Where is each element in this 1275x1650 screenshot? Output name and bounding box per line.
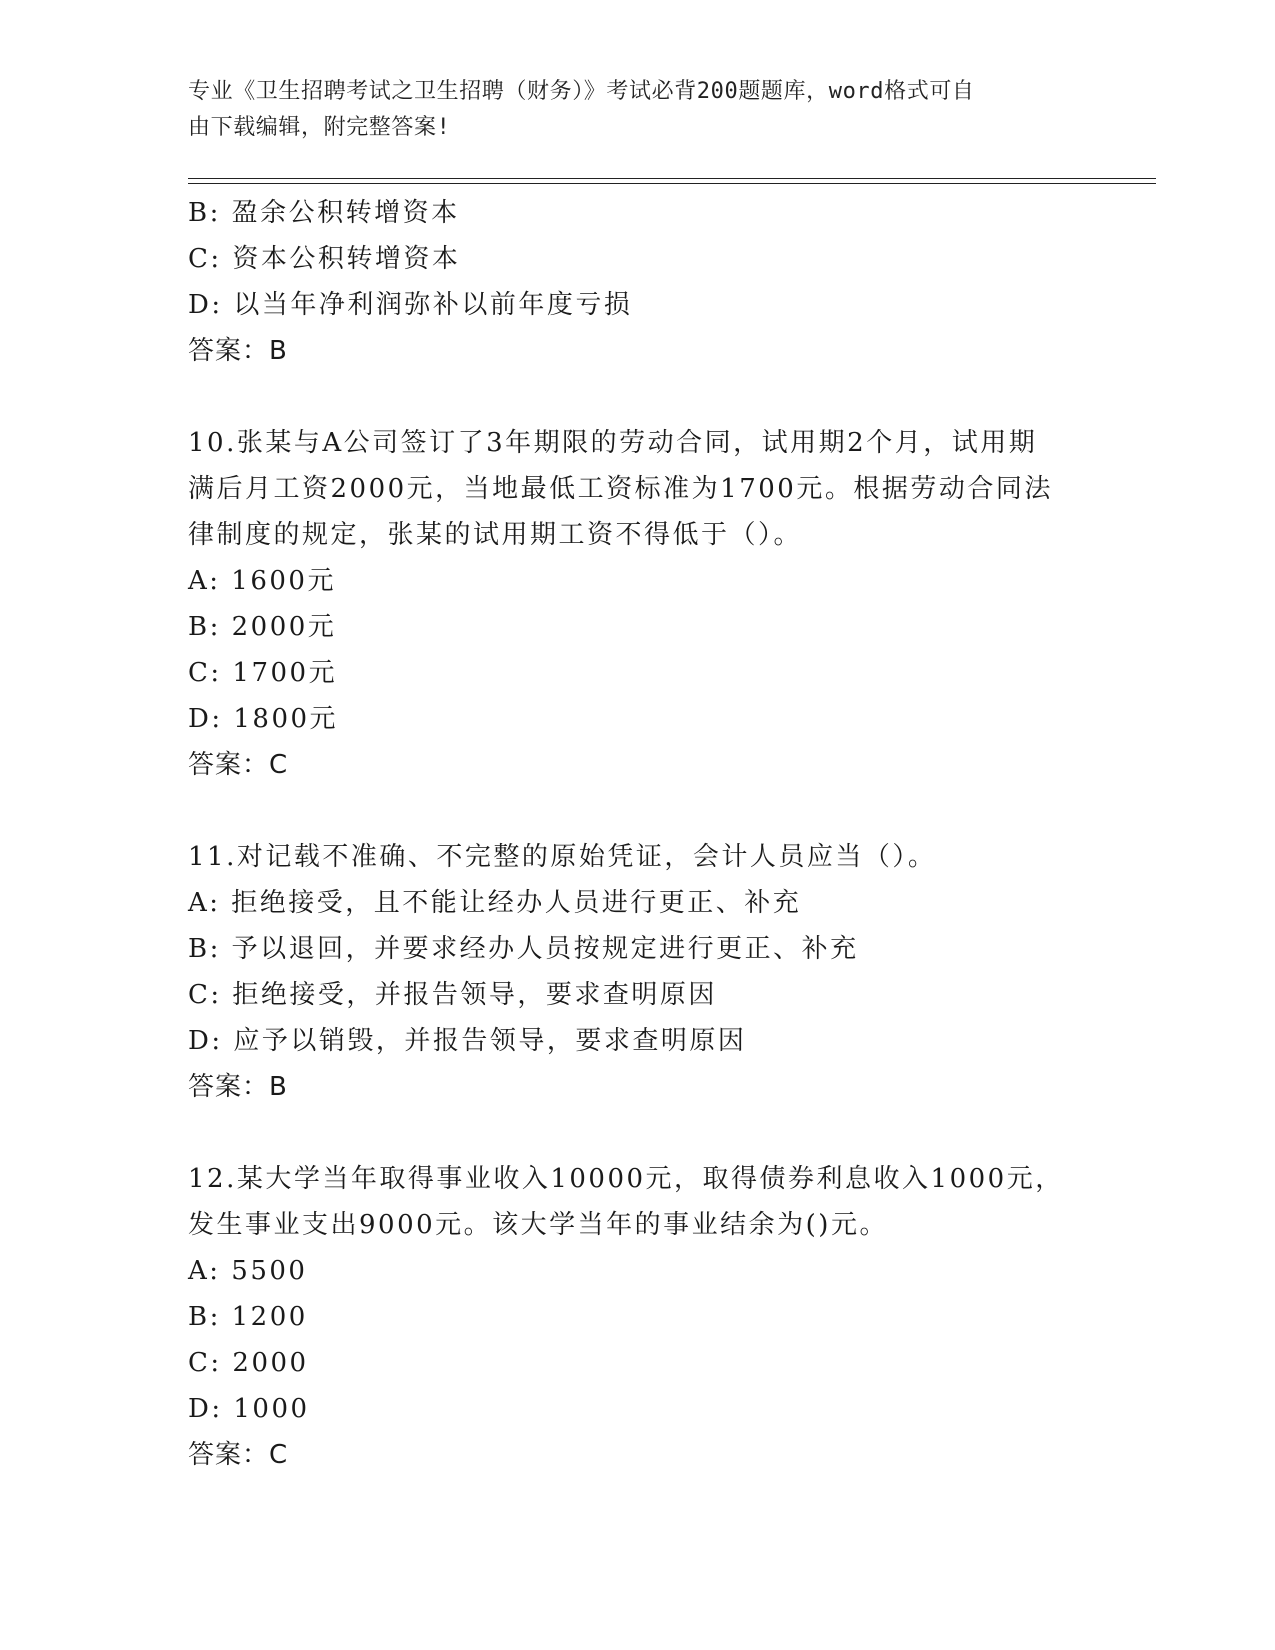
option-a: A: 5500 (188, 1256, 308, 1286)
header-divider-top (188, 178, 1156, 179)
option-d: D: 1000 (188, 1394, 310, 1424)
question-12 (188, 1156, 1088, 1478)
answer-line: 答案：C (188, 1440, 289, 1470)
question-9-partial (188, 190, 1088, 374)
question-text-line: 发生事业支出9000元。该大学当年的事业结余为()元。 (188, 1210, 888, 1240)
question-11 (188, 834, 1088, 1110)
header-line-2: 由下载编辑，附完整答案! (188, 115, 451, 140)
question-text-line: 12.某大学当年取得事业收入10000元，取得债券利息收入1000元， (188, 1164, 1064, 1194)
answer-line: 答案：B (188, 1072, 288, 1102)
question-text-line: 律制度的规定，张某的试用期工资不得低于（）。 (188, 520, 803, 550)
header-divider-bottom (188, 183, 1156, 184)
question-text-line: 11.对记载不准确、不完整的原始凭证，会计人员应当（）。 (188, 842, 937, 872)
spacer (188, 1110, 1088, 1156)
answer-line: 答案：C (188, 750, 289, 780)
option-b: B: 予以退回，并要求经办人员按规定进行更正、补充 (188, 934, 859, 964)
answer-line: 答案：B (188, 336, 288, 366)
option-b: B: 盈余公积转增资本 (188, 198, 460, 228)
option-b: B: 2000元 (188, 612, 337, 642)
question-10 (188, 420, 1088, 788)
option-a: A: 拒绝接受，且不能让经办人员进行更正、补充 (188, 888, 802, 918)
option-b: B: 1200 (188, 1302, 308, 1332)
option-d: D: 应予以销毁，并报告领导，要求查明原因 (188, 1026, 747, 1056)
option-a: A: 1600元 (188, 566, 336, 596)
document-header (188, 74, 1088, 146)
option-c: C: 拒绝接受，并报告领导，要求查明原因 (188, 980, 717, 1010)
option-c: C: 资本公积转增资本 (188, 244, 461, 274)
option-c: C: 1700元 (188, 658, 338, 688)
header-line-1: 专业《卫生招聘考试之卫生招聘（财务）》考试必背200题题库，word格式可自 (188, 79, 975, 104)
question-text-line: 满后月工资2000元，当地最低工资标准为1700元。根据劳动合同法 (188, 474, 1053, 504)
option-d: D: 以当年净利润弥补以前年度亏损 (188, 290, 633, 320)
question-text-line: 10.张某与A公司签订了3年期限的劳动合同，试用期2个月，试用期 (188, 428, 1038, 458)
option-c: C: 2000 (188, 1348, 309, 1378)
question-list (188, 190, 1088, 1478)
option-d: D: 1800元 (188, 704, 339, 734)
spacer (188, 788, 1088, 834)
spacer (188, 374, 1088, 420)
